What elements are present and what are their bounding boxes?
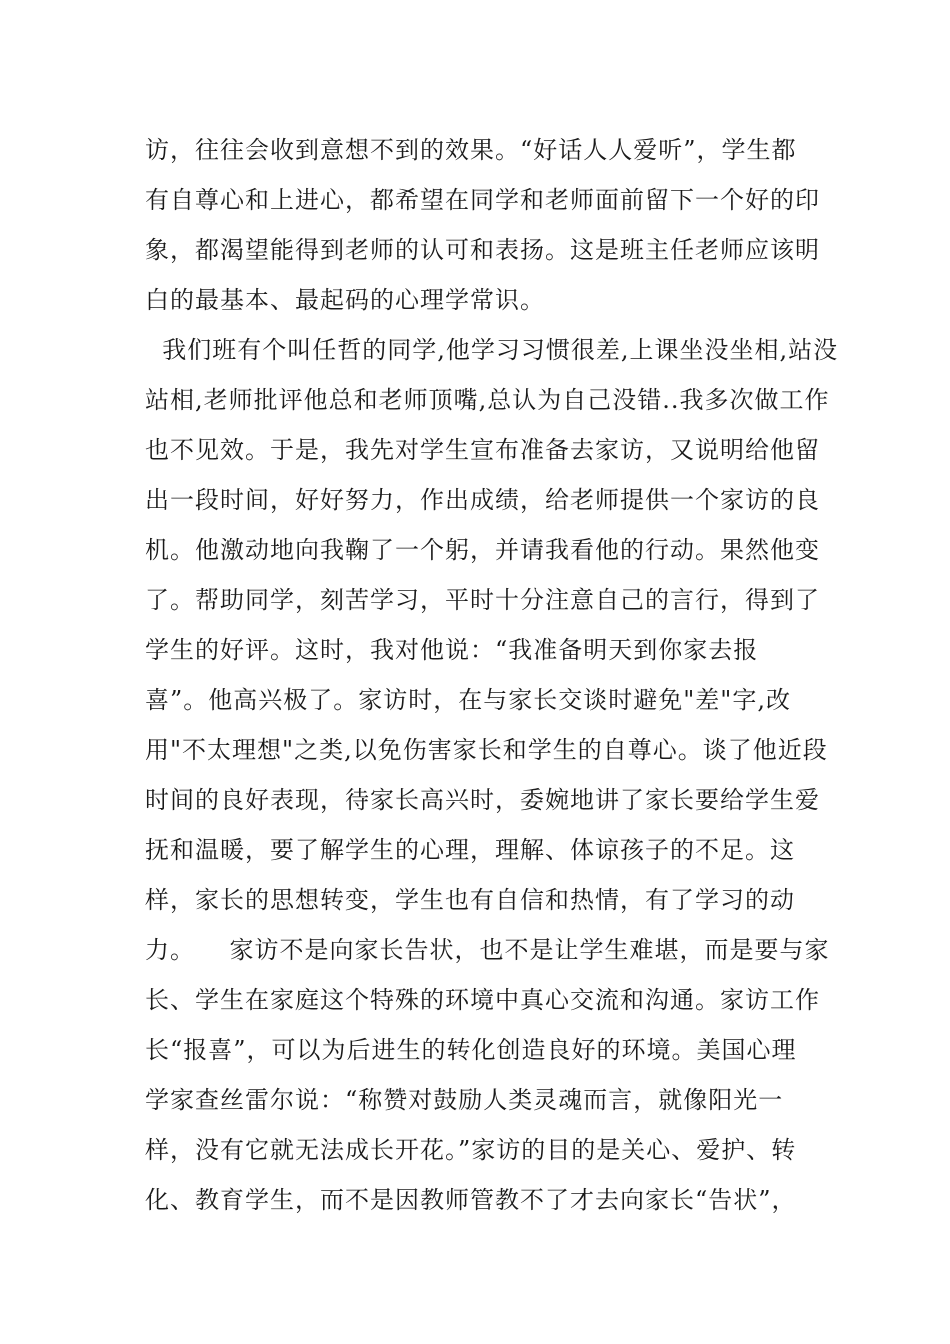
text-line: 力。 家访不是向家长告状，也不是让学生难堪，而是要与家 (145, 936, 830, 964)
text-line: 喜”。他高兴极了。家访时，在与家长交谈时避免"差"字,改 (145, 686, 791, 714)
text-line: 时间的良好表现，待家长高兴时，委婉地讲了家长要给学生爱 (145, 786, 820, 814)
text-line: 用"不太理想"之类,以免伤害家长和学生的自尊心。谈了他近段 (145, 736, 828, 764)
text-line: 长、学生在家庭这个特殊的环境中真心交流和沟通。家访工作 (145, 986, 820, 1014)
text-line: 也不见效。于是，我先对学生宣布准备去家访，又说明给他留 (145, 436, 820, 464)
text-line: 站相,老师批评他总和老师顶嘴,总认为自己没错..我多次做工作 (145, 386, 830, 414)
text-line: 样，家长的思想转变，学生也有自信和热情，有了学习的动 (145, 886, 795, 914)
text-line: 象，都渴望能得到老师的认可和表扬。这是班主任老师应该明 (145, 236, 820, 264)
text-line: 了。帮助同学，刻苦学习，平时十分注意自己的言行，得到了 (145, 586, 820, 614)
text-line: 我们班有个叫任哲的同学,他学习习惯很差,上课坐没坐相,站没 (145, 336, 839, 364)
text-line: 机。他激动地向我鞠了一个躬，并请我看他的行动。果然他变 (145, 536, 820, 564)
text-line: 访，往往会收到意想不到的效果。“好话人人爱听”，学生都 (145, 136, 797, 164)
text-line: 学家查丝雷尔说：“称赞对鼓励人类灵魂而言，就像阳光一 (145, 1086, 784, 1114)
text-line: 样，没有它就无法成长开花。”家访的目的是关心、爱护、转 (145, 1136, 797, 1164)
text-line: 抚和温暖，要了解学生的心理，理解、体谅孩子的不足。这 (145, 836, 795, 864)
text-line: 有自尊心和上进心，都希望在同学和老师面前留下一个好的印 (145, 186, 820, 214)
text-line: 学生的好评。这时，我对他说：“我准备明天到你家去报 (145, 636, 759, 664)
text-line: 长“报喜”，可以为后进生的转化创造良好的环境。美国心理 (145, 1036, 797, 1064)
text-line: 出一段时间，好好努力，作出成绩，给老师提供一个家访的良 (145, 486, 820, 514)
text-line: 白的最基本、最起码的心理学常识。 (145, 286, 545, 314)
text-line: 化、教育学生，而不是因教师管教不了才去向家长“告状”， (145, 1186, 797, 1214)
